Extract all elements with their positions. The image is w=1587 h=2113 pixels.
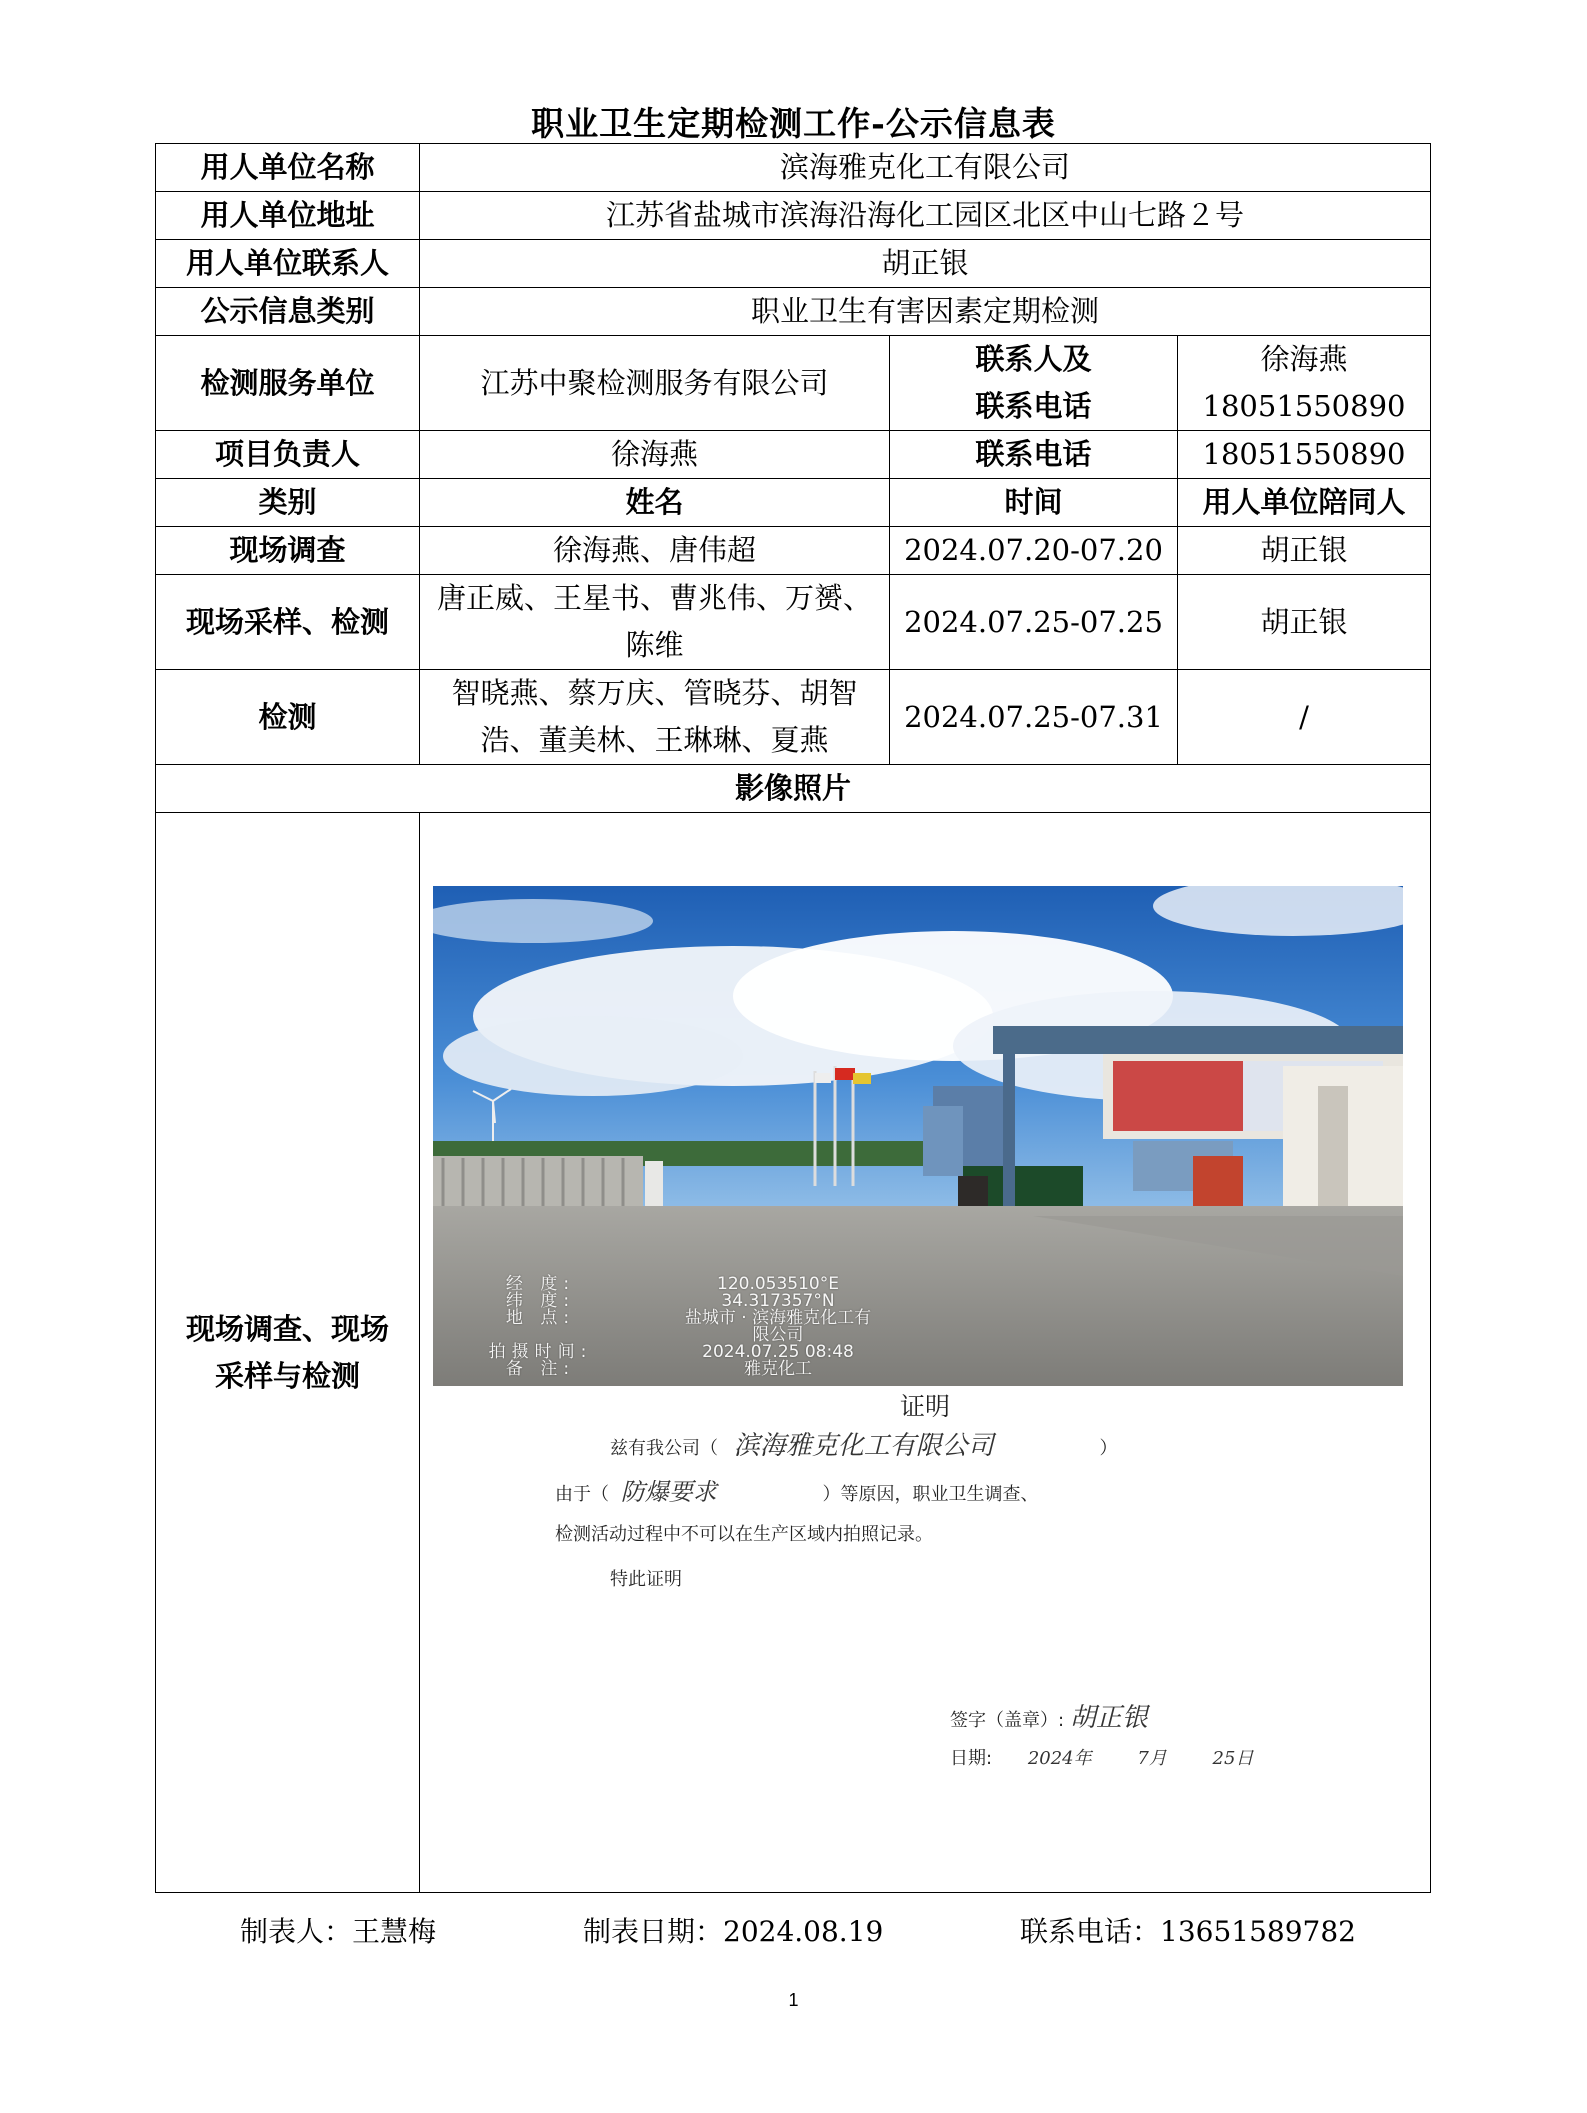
certificate-date-line (950, 1735, 1253, 1782)
schedule-names (420, 575, 890, 670)
schedule-category: 现场采样、检测 (156, 575, 420, 670)
watermark-note: 雅克化工 (744, 1359, 812, 1379)
header-category: 类别 (156, 479, 420, 527)
header-time: 时间 (890, 479, 1178, 527)
photo-cell (420, 813, 1431, 1893)
watermark-note-key: 备 注: (505, 1359, 576, 1379)
certificate-line4: 特此证明 (610, 1569, 682, 1590)
schedule-companion: 胡正银 (1178, 527, 1431, 575)
photo-section-header-row (156, 765, 1431, 813)
certificate-line2-suffix: ）等原因，职业卫生调查、 (822, 1484, 1039, 1505)
value-unit-name: 滨海雅克化工有限公司 (420, 144, 1431, 192)
watermark-location: 盐城市 · 滨海雅克化工有 (684, 1308, 872, 1328)
site-photo (433, 886, 1403, 1386)
label-unit-name: 用人单位名称 (156, 144, 420, 192)
page-number: 1 (788, 1990, 799, 2010)
row-unit-contact (156, 240, 1431, 288)
row-info-type (156, 288, 1431, 336)
value-contact-name: 徐海燕 (1260, 342, 1348, 376)
watermark-lat-key: 纬 度: (505, 1291, 576, 1311)
certificate-handwritten-reason: 防爆要求 (620, 1478, 717, 1506)
schedule-names-line2: 陈维 (625, 628, 684, 662)
photo-row-label-line1: 现场调查、现场 (185, 1311, 389, 1346)
watermark-time: 2024.07.25 08:48 (702, 1342, 854, 1362)
row-project-lead (156, 431, 1431, 479)
value-contact-phone: 18051550890 (1202, 389, 1406, 423)
photo-watermark (463, 1276, 938, 1378)
row-unit-address (156, 192, 1431, 240)
header-companion: 用人单位陪同人 (1178, 479, 1431, 527)
certificate-line1-suffix: ） (1099, 1438, 1118, 1459)
label-lead-phone: 联系电话 (890, 431, 1178, 479)
schedule-time: 2024.07.20-07.20 (890, 527, 1178, 575)
schedule-category: 现场调查 (156, 527, 420, 575)
photo-row-label-line2: 采样与检测 (214, 1358, 360, 1393)
value-project-lead: 徐海燕 (420, 431, 890, 479)
schedule-names (420, 670, 890, 765)
certificate-line1-prefix: 兹有我公司（ (610, 1438, 718, 1459)
document-title: 职业卫生定期检测工作-公示信息表 (531, 104, 1056, 143)
watermark-latitude: 34.317357°N (721, 1291, 835, 1311)
schedule-companion: / (1178, 670, 1431, 765)
schedule-names-line1: 智晓燕、蔡万庆、管晓芬、胡智 (451, 676, 858, 710)
photo-row-label (156, 813, 420, 1893)
photo-section-label: 影像照片 (156, 765, 1431, 813)
label-contact-line1: 联系人及 (975, 342, 1092, 376)
watermark-loc-key: 地 点: (505, 1308, 576, 1328)
certificate-scan (510, 1383, 1390, 1783)
schedule-names: 徐海燕、唐伟超 (420, 527, 890, 575)
value-unit-address: 江苏省盐城市滨海沿海化工园区北区中山七路２号 (420, 192, 1431, 240)
certificate-line3: 检测活动过程中不可以在生产区域内拍照记录。 (555, 1524, 933, 1545)
schedule-row (156, 670, 1431, 765)
schedule-row (156, 575, 1431, 670)
row-service-unit (156, 336, 1431, 431)
certificate-sign-label: 签字（盖章）: (950, 1710, 1065, 1731)
certificate-title: 证明 (900, 1392, 951, 1421)
value-lead-phone: 18051550890 (1178, 431, 1431, 479)
certificate-handwritten-company: 滨海雅克化工有限公司 (733, 1431, 994, 1461)
label-contact-and-phone (890, 336, 1178, 431)
schedule-time: 2024.07.25-07.25 (890, 575, 1178, 670)
schedule-companion: 胡正银 (1178, 575, 1431, 670)
label-unit-contact: 用人单位联系人 (156, 240, 420, 288)
certificate-date-month: 7月 (1137, 1748, 1167, 1769)
schedule-category: 检测 (156, 670, 420, 765)
certificate-date-label: 日期: (950, 1748, 993, 1769)
row-unit-name (156, 144, 1431, 192)
label-info-type: 公示信息类别 (156, 288, 420, 336)
label-contact-line2: 联系电话 (975, 389, 1092, 423)
info-table (155, 143, 1431, 1893)
certificate-date-year: 2024年 (1027, 1748, 1092, 1769)
schedule-names-line1: 唐正威、王星书、曹兆伟、万赟、 (436, 581, 872, 615)
certificate-handwritten-signature: 胡正银 (1069, 1703, 1148, 1733)
photo-row (156, 813, 1431, 1893)
label-service-unit: 检测服务单位 (156, 336, 420, 431)
schedule-header-row (156, 479, 1431, 527)
footer-date: 制表日期：2024.08.19 (583, 1915, 884, 1948)
value-unit-contact: 胡正银 (420, 240, 1431, 288)
header-names: 姓名 (420, 479, 890, 527)
value-info-type: 职业卫生有害因素定期检测 (420, 288, 1431, 336)
watermark-location-line2: 限公司 (752, 1325, 804, 1345)
certificate-line1 (610, 1423, 1117, 1472)
value-contact-and-phone (1178, 336, 1431, 431)
footer-maker: 制表人：王慧梅 (240, 1915, 437, 1948)
label-unit-address: 用人单位地址 (156, 192, 420, 240)
certificate-date-day: 25日 (1212, 1748, 1254, 1769)
label-project-lead: 项目负责人 (156, 431, 420, 479)
watermark-longitude: 120.053510°E (717, 1274, 839, 1294)
schedule-time: 2024.07.25-07.31 (890, 670, 1178, 765)
certificate-line2-prefix: 由于（ (555, 1484, 609, 1505)
schedule-names-line2: 浩、董美林、王琳琳、夏燕 (480, 723, 829, 757)
watermark-lon-key: 经 度: (505, 1274, 576, 1294)
schedule-row (156, 527, 1431, 575)
watermark-time-key: 拍摄时间: (488, 1342, 593, 1362)
value-service-unit: 江苏中聚检测服务有限公司 (420, 336, 890, 431)
footer-phone: 联系电话：13651589782 (1020, 1915, 1356, 1948)
